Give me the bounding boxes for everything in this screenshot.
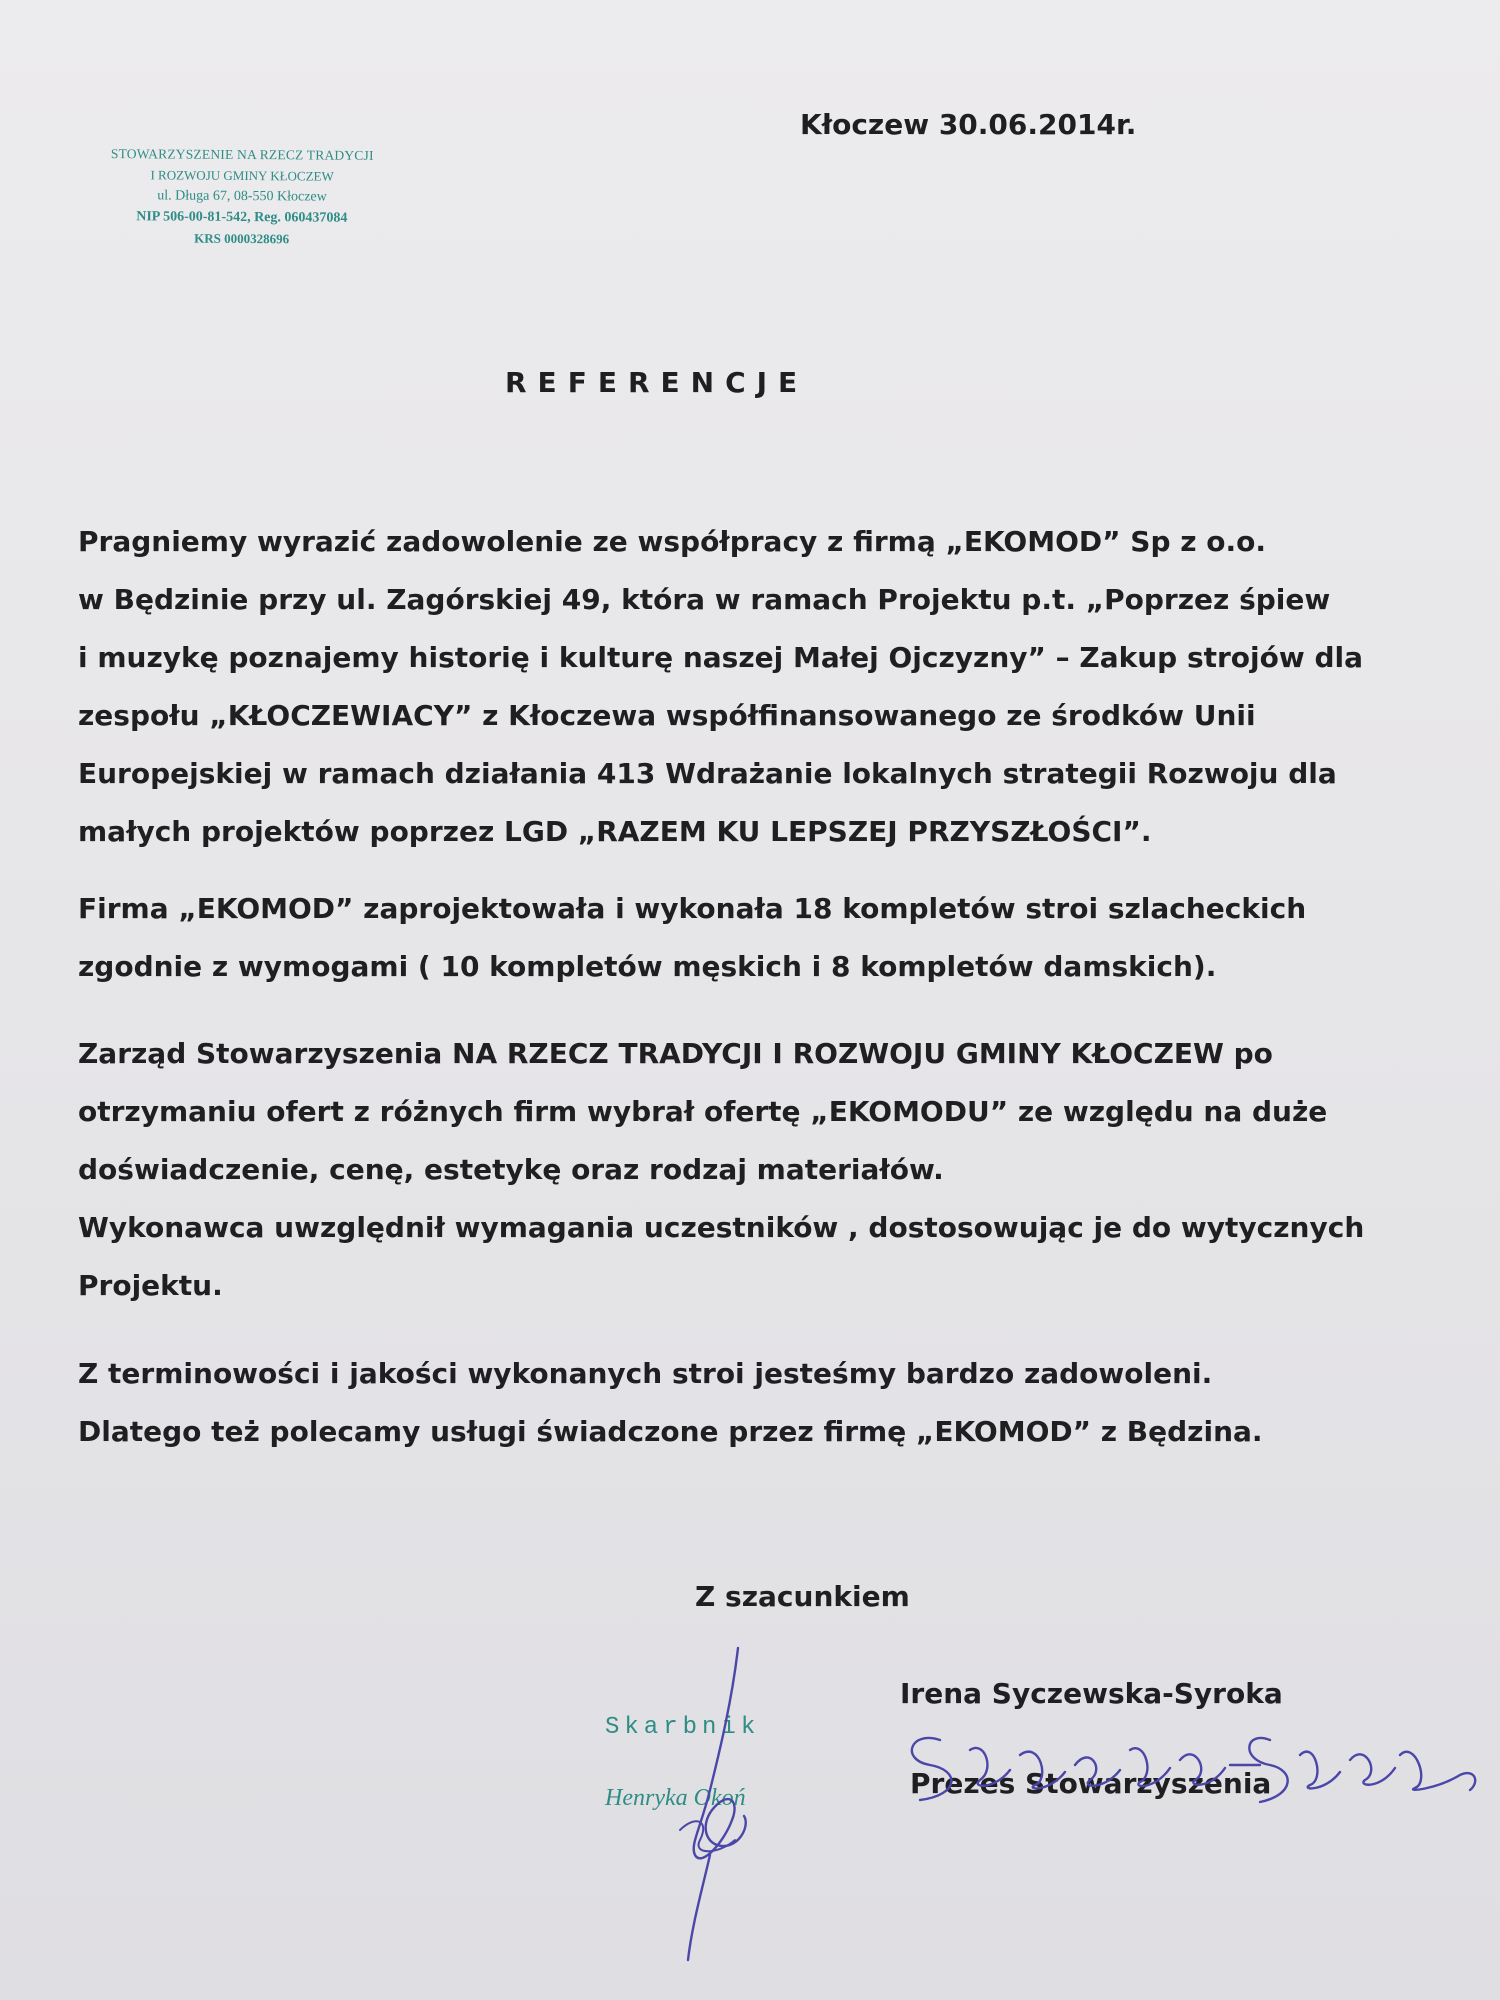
text-line: małych projektów poprzez LGD „RAZEM KU LEPSZEJ PRZYSZŁOŚCI”. [78,815,1152,848]
paragraph-recommendation [78,1345,1478,1461]
text-line: Wykonawca uwzględnił wymagania uczestników , dostosowując je do wytycznych [78,1211,1365,1244]
president-signature [900,1710,1490,1830]
text-line: Z terminowości i jakości wykonanych stroi jesteśmy bardzo zadowoleni. [78,1357,1213,1390]
text-line: Europejskiej w ramach działania 413 Wdrażanie lokalnych strategii Rozwoju dla [78,757,1337,790]
text-line: doświadczenie, cenę, estetykę oraz rodzaj materiałów. [78,1153,944,1186]
text-line: Projektu. [78,1269,223,1302]
text-line: w Będzinie przy ul. Zagórskiej 49, która w ramach Projektu p.t. „Poprzez śpiew [78,583,1331,616]
text-line: Dlatego też polecamy usługi świadczone przez firmę „EKOMOD” z Będzina. [78,1415,1263,1448]
letter-title: REFERENCJE [505,366,809,399]
stamp-line: NIP 506-00-81-542, Reg. 060437084 [136,209,348,226]
signer-name: Irena Syczewska-Syroka [900,1677,1283,1710]
treasurer-signature [640,1640,780,1970]
treasurer-stamp-name: Henryka Okoń [605,1785,746,1811]
paragraph-scope [78,880,1478,996]
closing-salutation: Z szacunkiem [695,1580,910,1613]
text-line: otrzymaniu ofert z różnych firm wybrał ofertę „EKOMODU” ze względu na duże [78,1095,1328,1128]
association-stamp [62,143,423,251]
stamp-line: STOWARZYSZENIE NA RZECZ TRADYCJI [110,146,374,163]
text-line: zespołu „KŁOCZEWIACY” z Kłoczewa współfinansowanego ze środków Unii [78,699,1256,732]
stamp-line: KRS 0000328696 [194,230,290,247]
text-line: i muzykę poznajemy historię i kulturę naszej Małej Ojczyzny” – Zakup strojów dla [78,641,1364,674]
paragraph-selection [78,1025,1478,1315]
stamp-line: I ROZWOJU GMINY KŁOCZEW [150,167,334,184]
text-line: zgodnie z wymogami ( 10 kompletów męskich i 8 kompletów damskich). [78,950,1217,983]
paragraph-intro [78,513,1478,861]
stamp-line: ul. Długa 67, 08-550 Kłoczew [157,188,327,205]
letter-date: Kłoczew 30.06.2014r. [800,108,1137,141]
signer-role: Prezes Stowarzyszenia [910,1767,1272,1800]
text-line: Zarząd Stowarzyszenia NA RZECZ TRADYCJI I ROZWOJU GMINY KŁOCZEW po [78,1037,1273,1070]
text-line: Firma „EKOMOD” zaprojektowała i wykonała 18 kompletów stroi szlacheckich [78,892,1307,925]
text-line: Pragniemy wyrazić zadowolenie ze współpracy z firmą „EKOMOD” Sp z o.o. [78,525,1267,558]
treasurer-stamp: Skarbnik [605,1714,761,1741]
